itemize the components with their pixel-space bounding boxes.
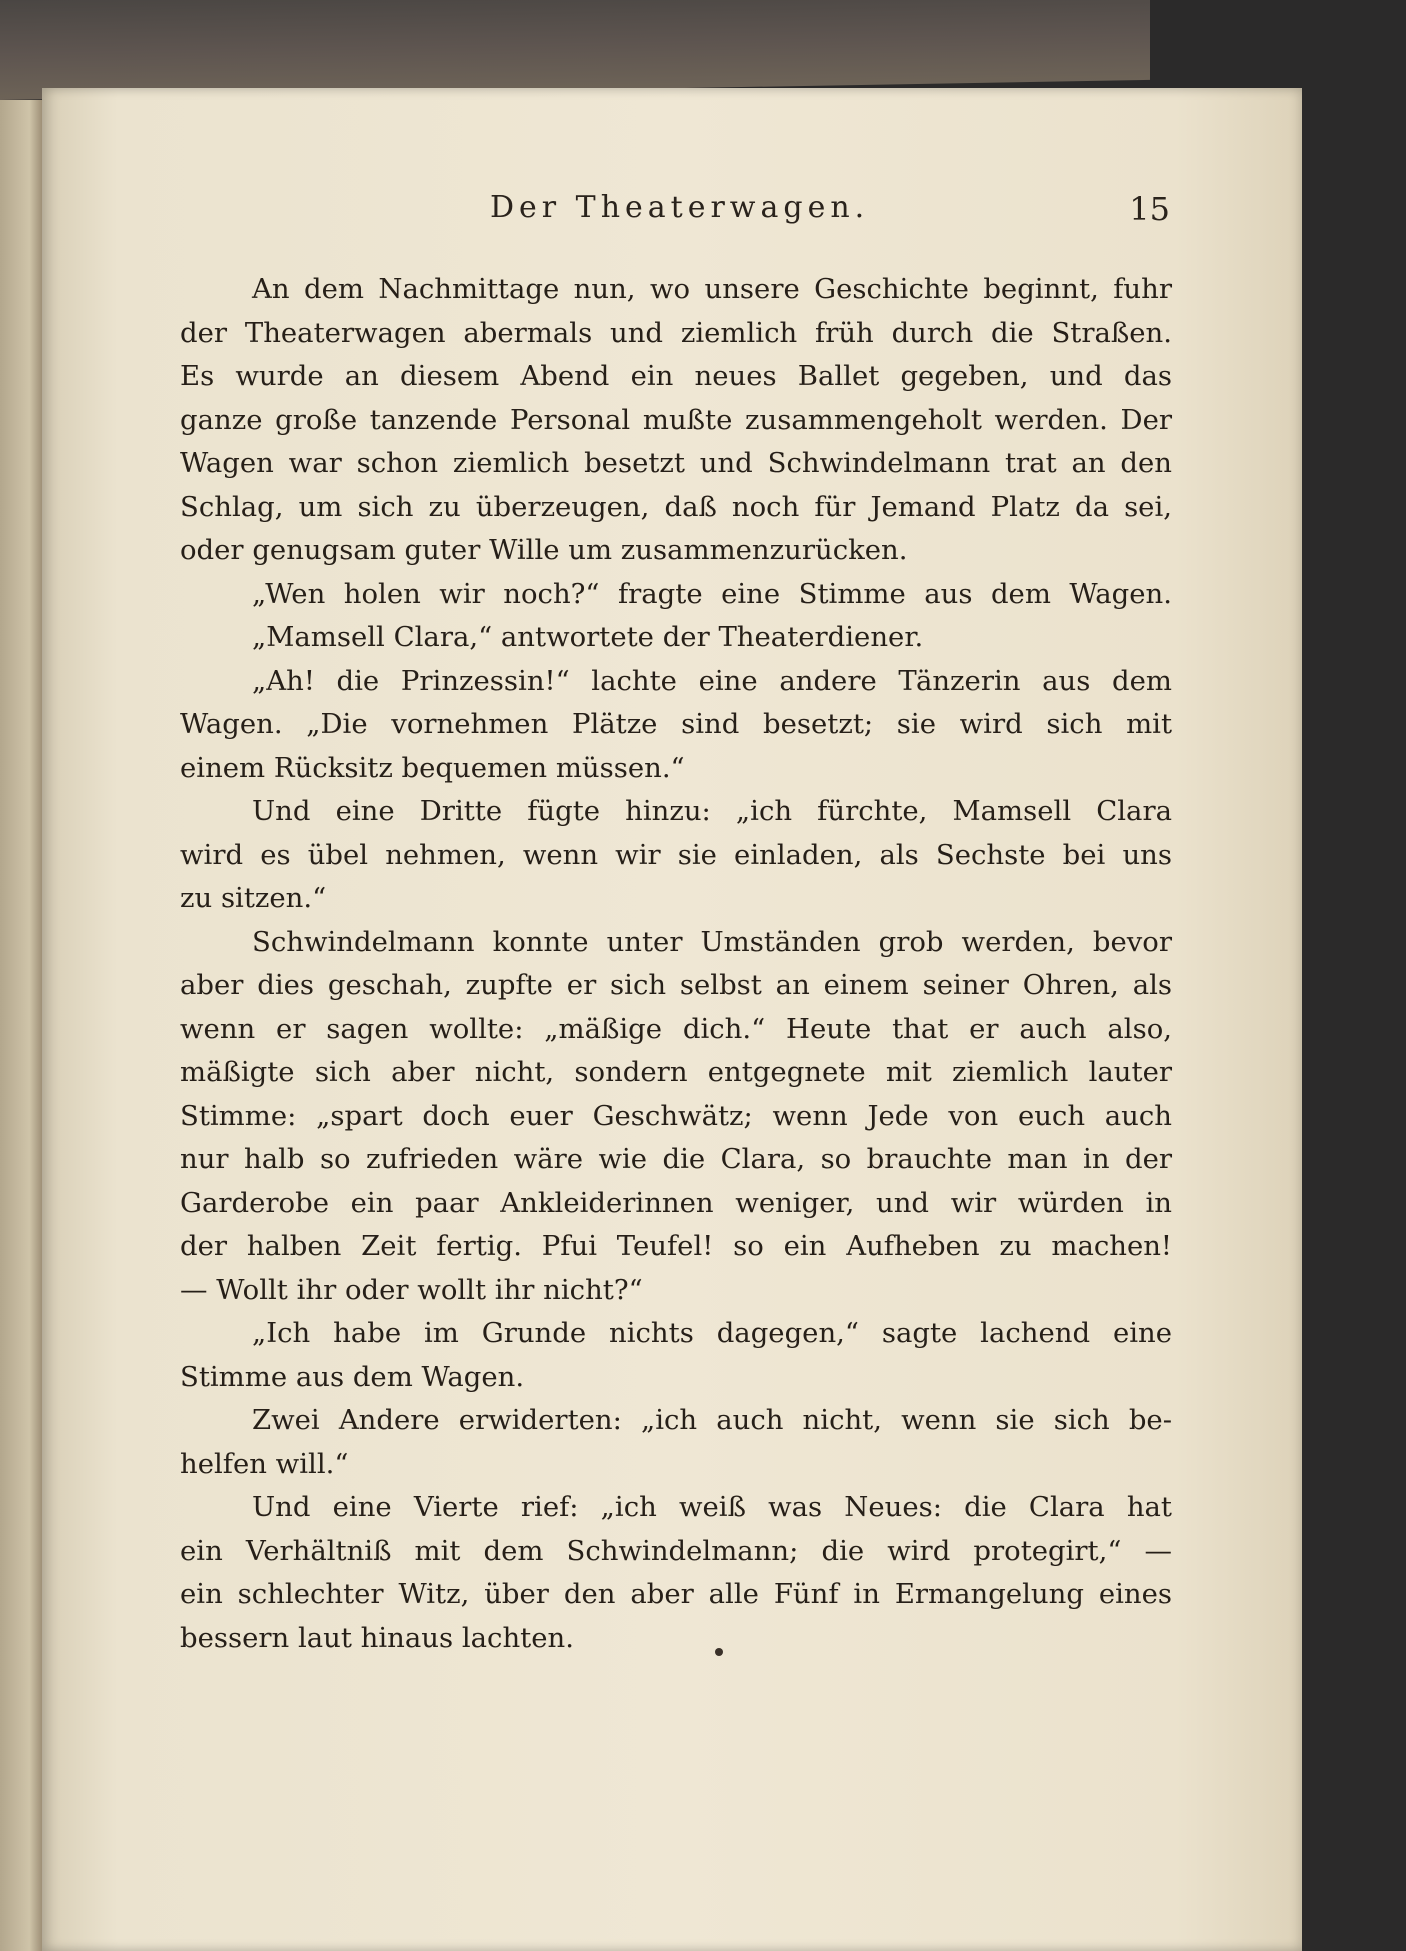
- text-line: bessern laut hinaus lachten.: [180, 1621, 574, 1654]
- running-title: Der Theaterwagen.: [490, 190, 870, 225]
- text-line: der halben Zeit fertig. Pfui Teufel! so ein Aufheben zu machen!: [180, 1230, 1172, 1262]
- text-line: Stimme: „spart doch euer Geschwätz; wenn Jede von euch auch: [180, 1099, 1172, 1132]
- text-line: helfen will.“: [180, 1447, 349, 1480]
- text-line: wenn er sagen wollte: „mäßige dich.“ Heute that er auch also,: [180, 1012, 1172, 1045]
- ink-spot: [715, 1648, 723, 1656]
- text-line: An dem Nachmittage nun, wo unsere Geschichte beginnt, fuhr: [252, 273, 1172, 305]
- text-line: ein Verhältniß mit dem Schwindelmann; die wird protegirt,“ —: [180, 1534, 1172, 1567]
- text-line: Garderobe ein paar Ankleiderinnen weniger, und wir würden in: [180, 1186, 1172, 1219]
- page-header: [180, 190, 1170, 240]
- text-line: ein schlechter Witz, über den aber alle Fünf in Ermangelung eines: [180, 1578, 1172, 1610]
- book-spine-top: [0, 0, 1150, 100]
- text-line: oder genugsam guter Wille um zusammenzurücken.: [180, 534, 908, 566]
- text-line: Schlag, um sich zu überzeugen, daß noch für Jemand Platz da sei,: [180, 490, 1172, 523]
- text-line: Stimme aus dem Wagen.: [180, 1360, 525, 1393]
- page-outer-edge: [1302, 0, 1406, 1951]
- text-line: Und eine Vierte rief: „ich weiß was Neues: die Clara hat: [252, 1491, 1172, 1523]
- text-line: Schwindelmann konnte unter Umständen grob werden, bevor: [252, 925, 1172, 958]
- text-line: Wagen. „Die vornehmen Plätze sind besetzt; sie wird sich mit: [180, 708, 1172, 740]
- text-line: „Wen holen wir noch?“ fragte eine Stimme aus dem Wagen.: [252, 577, 1172, 610]
- text-line: „Ah! die Prinzessin!“ lachte eine andere Tänzerin aus dem: [252, 664, 1172, 697]
- text-line: nur halb so zufrieden wäre wie die Clara, so brauchte man in der: [180, 1143, 1172, 1175]
- body-text: [180, 268, 1172, 1660]
- text-line: Es wurde an diesem Abend ein neues Ballet gegeben, und das: [180, 360, 1172, 392]
- text-line: — Wollt ihr oder wollt ihr nicht?“: [180, 1273, 643, 1306]
- text-line: Und eine Dritte fügte hinzu: „ich fürchte, Mamsell Clara: [252, 795, 1172, 827]
- page-number: 15: [1129, 190, 1170, 228]
- text-line: der Theaterwagen abermals und ziemlich früh durch die Straßen.: [180, 316, 1172, 349]
- text-line: Wagen war schon ziemlich besetzt und Schwindelmann trat an den: [180, 447, 1172, 479]
- text-line: mäßigte sich aber nicht, sondern entgegnete mit ziemlich lauter: [180, 1056, 1172, 1088]
- text-line: aber dies geschah, zupfte er sich selbst an einem seiner Ohren, als: [180, 969, 1172, 1001]
- text-line: „Ich habe im Grunde nichts dagegen,“ sagte lachend eine: [252, 1317, 1172, 1349]
- text-line: ganze große tanzende Personal mußte zusammengeholt werden. Der: [180, 403, 1172, 436]
- left-page-edge: [0, 100, 42, 1951]
- text-line: „Mamsell Clara,“ antwortete der Theaterdiener.: [252, 621, 924, 653]
- text-line: wird es übel nehmen, wenn wir sie einladen, als Sechste bei uns: [180, 838, 1172, 871]
- text-line: zu sitzen.“: [180, 882, 327, 914]
- text-line: Zwei Andere erwiderten: „ich auch nicht, wenn sie sich be-: [252, 1404, 1172, 1436]
- text-line: einem Rücksitz bequemen müssen.“: [180, 751, 685, 784]
